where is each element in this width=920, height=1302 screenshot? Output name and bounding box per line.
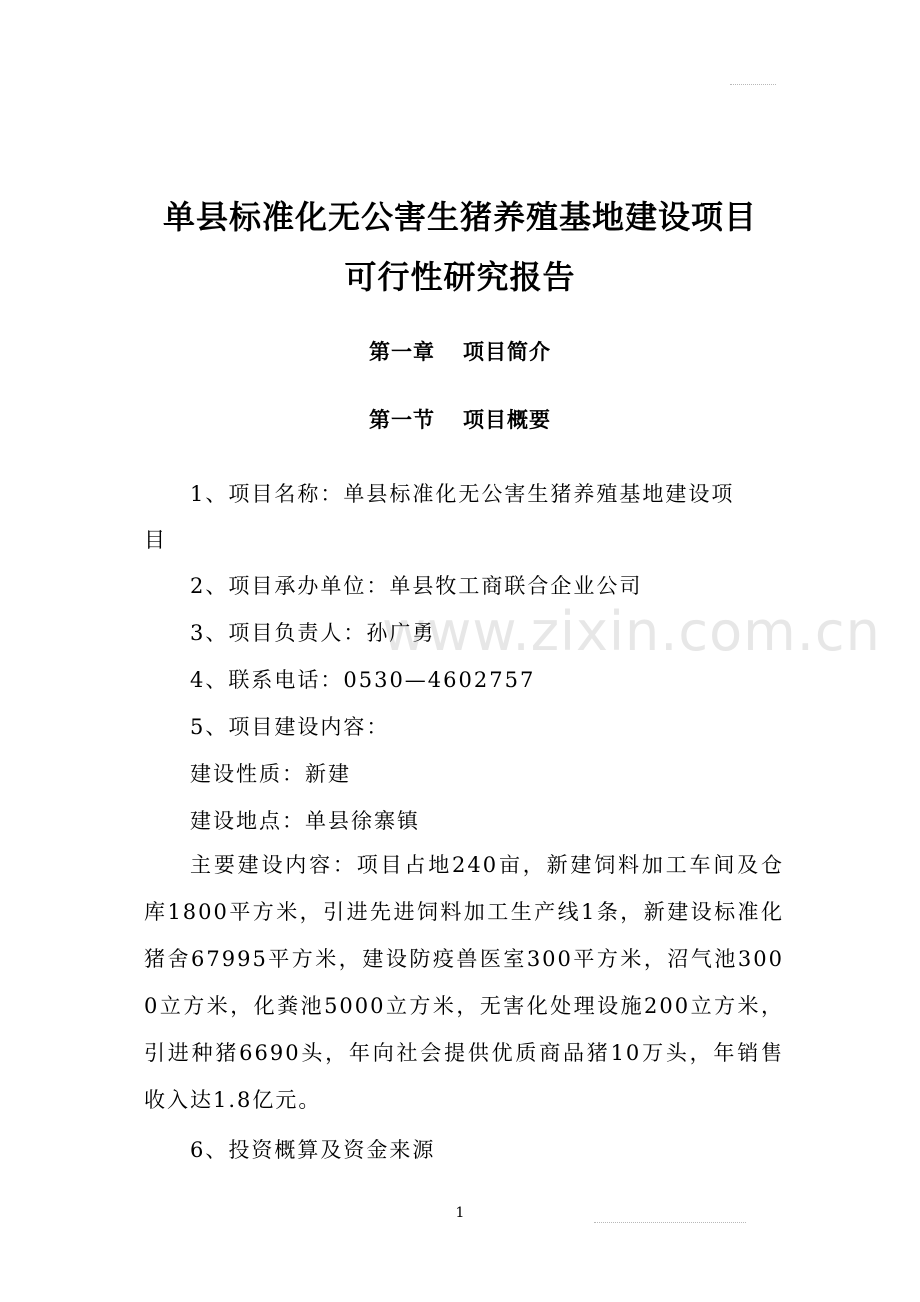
- report-title-line-1: 单县标准化无公害生猪养殖基地建设项目: [162, 198, 757, 236]
- page-number: 1: [455, 1205, 465, 1221]
- main-content-paragraph: 主要建设内容：项目占地240亩，新建饲料加工车间及仓库1800平方米，引进先进饲料加工生产线1条，新建设标准化猪舍67995平方米，建设防疫兽医室300平方米，沼气池3000立方米，化粪池5000立方米，无害化处理设施200立方米，引进种猪6690头，年向社会提供优质商品猪10万头，年销售收入达1.8亿元。: [144, 853, 784, 1112]
- report-title-line-2: 可行性研究报告: [344, 258, 576, 296]
- section-number: 第一节: [369, 408, 435, 432]
- header-rule: [730, 84, 776, 85]
- project-name-line-2: 目: [144, 528, 167, 552]
- chapter-heading: [0, 336, 920, 366]
- construction-content-heading: 5、项目建设内容：: [190, 715, 390, 739]
- project-name-line-1: 1、项目名称：单县标准化无公害生猪养殖基地建设项: [190, 482, 735, 506]
- project-unit: 2、项目承办单位：单县牧工商联合企业公司: [190, 574, 643, 598]
- section-name: 项目概要: [463, 408, 551, 432]
- chapter-name: 项目简介: [463, 340, 551, 364]
- investment-heading: 6、投资概算及资金来源: [190, 1138, 436, 1162]
- construction-nature: 建设性质：新建: [190, 762, 351, 786]
- project-leader: 3、项目负责人：孙广勇: [190, 621, 436, 645]
- construction-location: 建设地点：单县徐寨镇: [190, 809, 420, 833]
- chapter-number: 第一章: [369, 340, 435, 364]
- footer-rule: [594, 1222, 746, 1223]
- watermark: www.zixin.com.cn: [382, 600, 881, 663]
- contact-phone: 4、联系电话：0530—4602757: [190, 668, 536, 692]
- section-heading: [0, 404, 920, 434]
